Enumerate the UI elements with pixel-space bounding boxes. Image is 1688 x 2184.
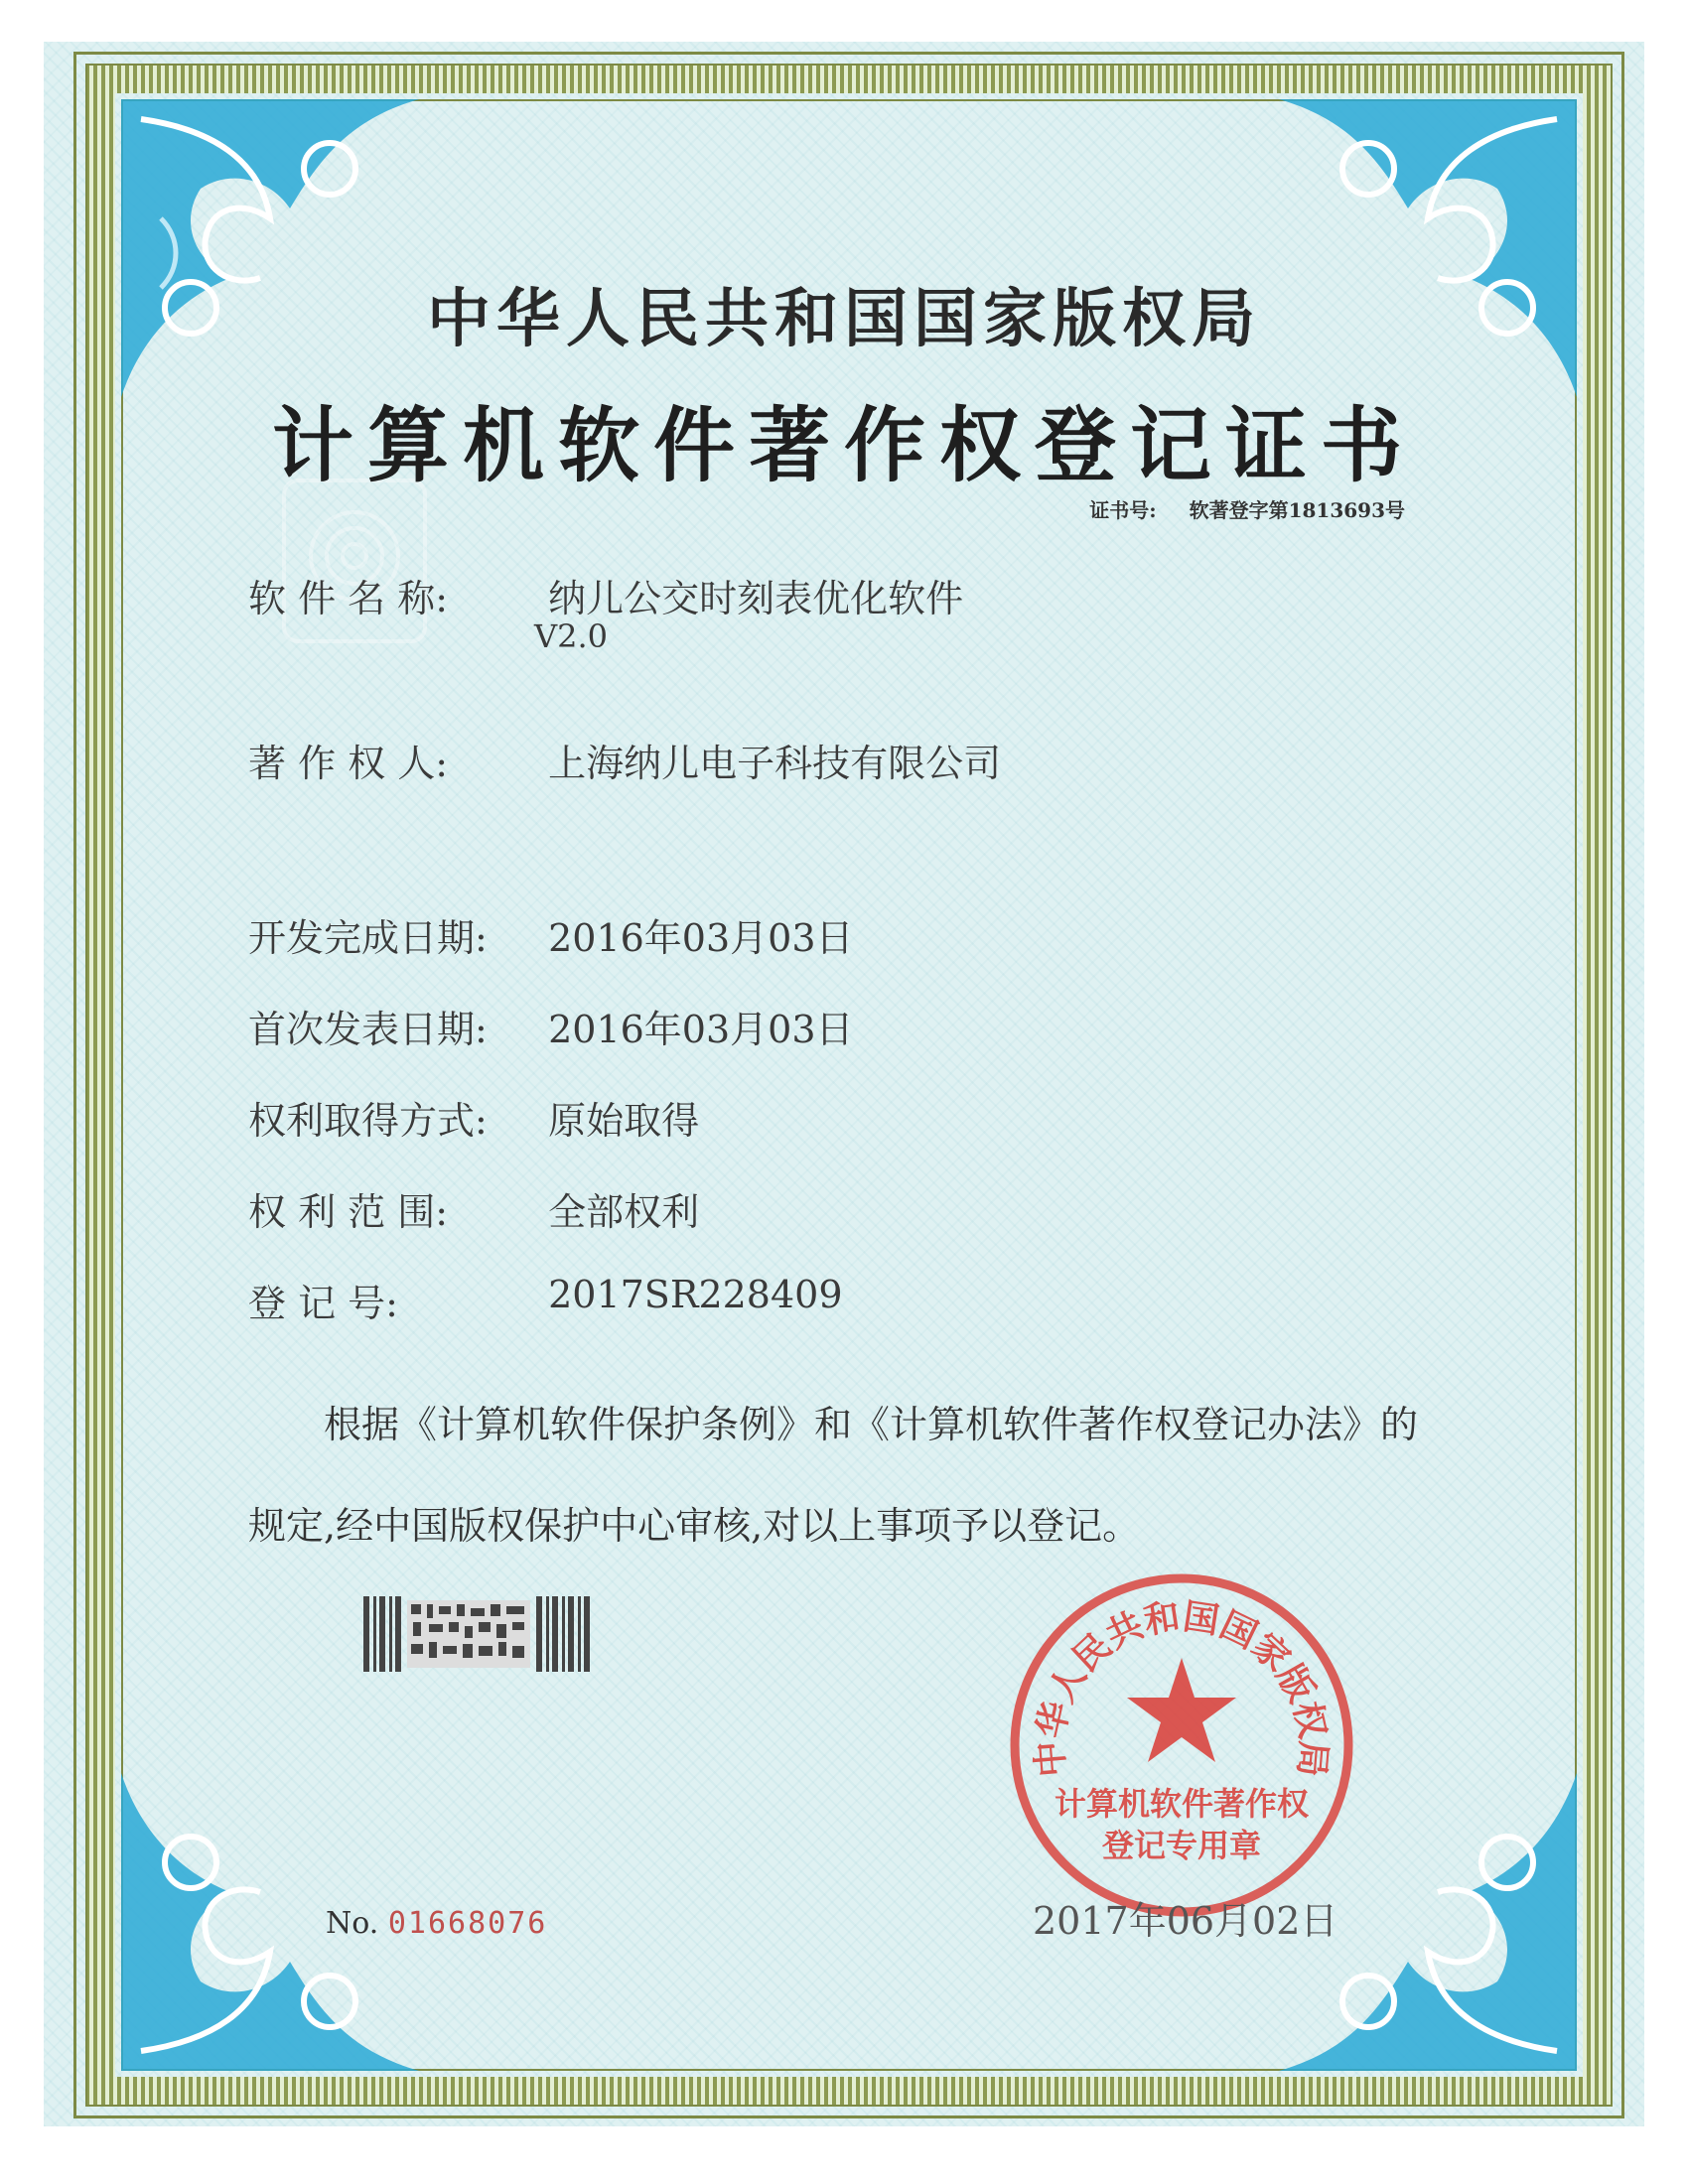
seal-line-1: 计算机软件著作权 (1054, 1785, 1310, 1823)
serial-label: No. (326, 1906, 379, 1941)
field-owner (248, 733, 1001, 787)
field-value: 全部权利 (548, 1190, 700, 1234)
cert-no-label: 证书号: (1089, 498, 1157, 522)
certificate-title: 计算机软件著作权登记证书 (271, 398, 1416, 493)
field-label: 软 件 名 称: (248, 577, 449, 620)
seal-line-2: 登记专用章 (1101, 1827, 1262, 1864)
serial-number (326, 1906, 547, 1941)
field-value: 2016年03月03日 (548, 1008, 854, 1051)
field-value: 纳儿公交时刻表优化软件 (548, 577, 964, 620)
field-pub-date (248, 999, 854, 1053)
field-value: 原始取得 (548, 1099, 700, 1143)
field-label: 开发完成日期: (248, 916, 488, 960)
field-label: 权 利 范 围: (248, 1190, 449, 1234)
certificate-number (1089, 494, 1405, 523)
serial-value: 01668076 (387, 1906, 548, 1941)
field-label: 登 记 号: (248, 1282, 398, 1325)
field-label: 权利取得方式: (248, 1099, 488, 1143)
field-dev-date (248, 907, 854, 962)
barcode (363, 1596, 592, 1672)
field-rights-scope (248, 1181, 699, 1236)
cert-no-value: 软著登字第1813693号 (1189, 498, 1405, 522)
field-software-name (248, 568, 963, 622)
field-acquire-method (248, 1090, 699, 1145)
field-value: 2016年03月03日 (548, 916, 854, 960)
issue-date: 2017年06月02日 (1033, 1899, 1338, 1943)
software-version: V2.0 (534, 617, 608, 655)
seal-ring-text: 中华人民共和国国家版权局 (1029, 1595, 1335, 1779)
field-label: 首次发表日期: (248, 1008, 488, 1051)
official-seal (1003, 1567, 1360, 1924)
field-registration-number (248, 1273, 843, 1327)
field-value: 上海纳儿电子科技有限公司 (548, 742, 1002, 785)
statement-line-1: 根据《计算机软件保护条例》和《计算机软件著作权登记办法》的 (324, 1403, 1419, 1446)
field-label: 著 作 权 人: (248, 742, 449, 785)
statement-line-2: 规定,经中国版权保护中心审核,对以上事项予以登记。 (248, 1504, 1141, 1548)
field-value: 2017SR228409 (548, 1273, 843, 1316)
issuer-title: 中华人民共和国国家版权局 (427, 282, 1261, 356)
